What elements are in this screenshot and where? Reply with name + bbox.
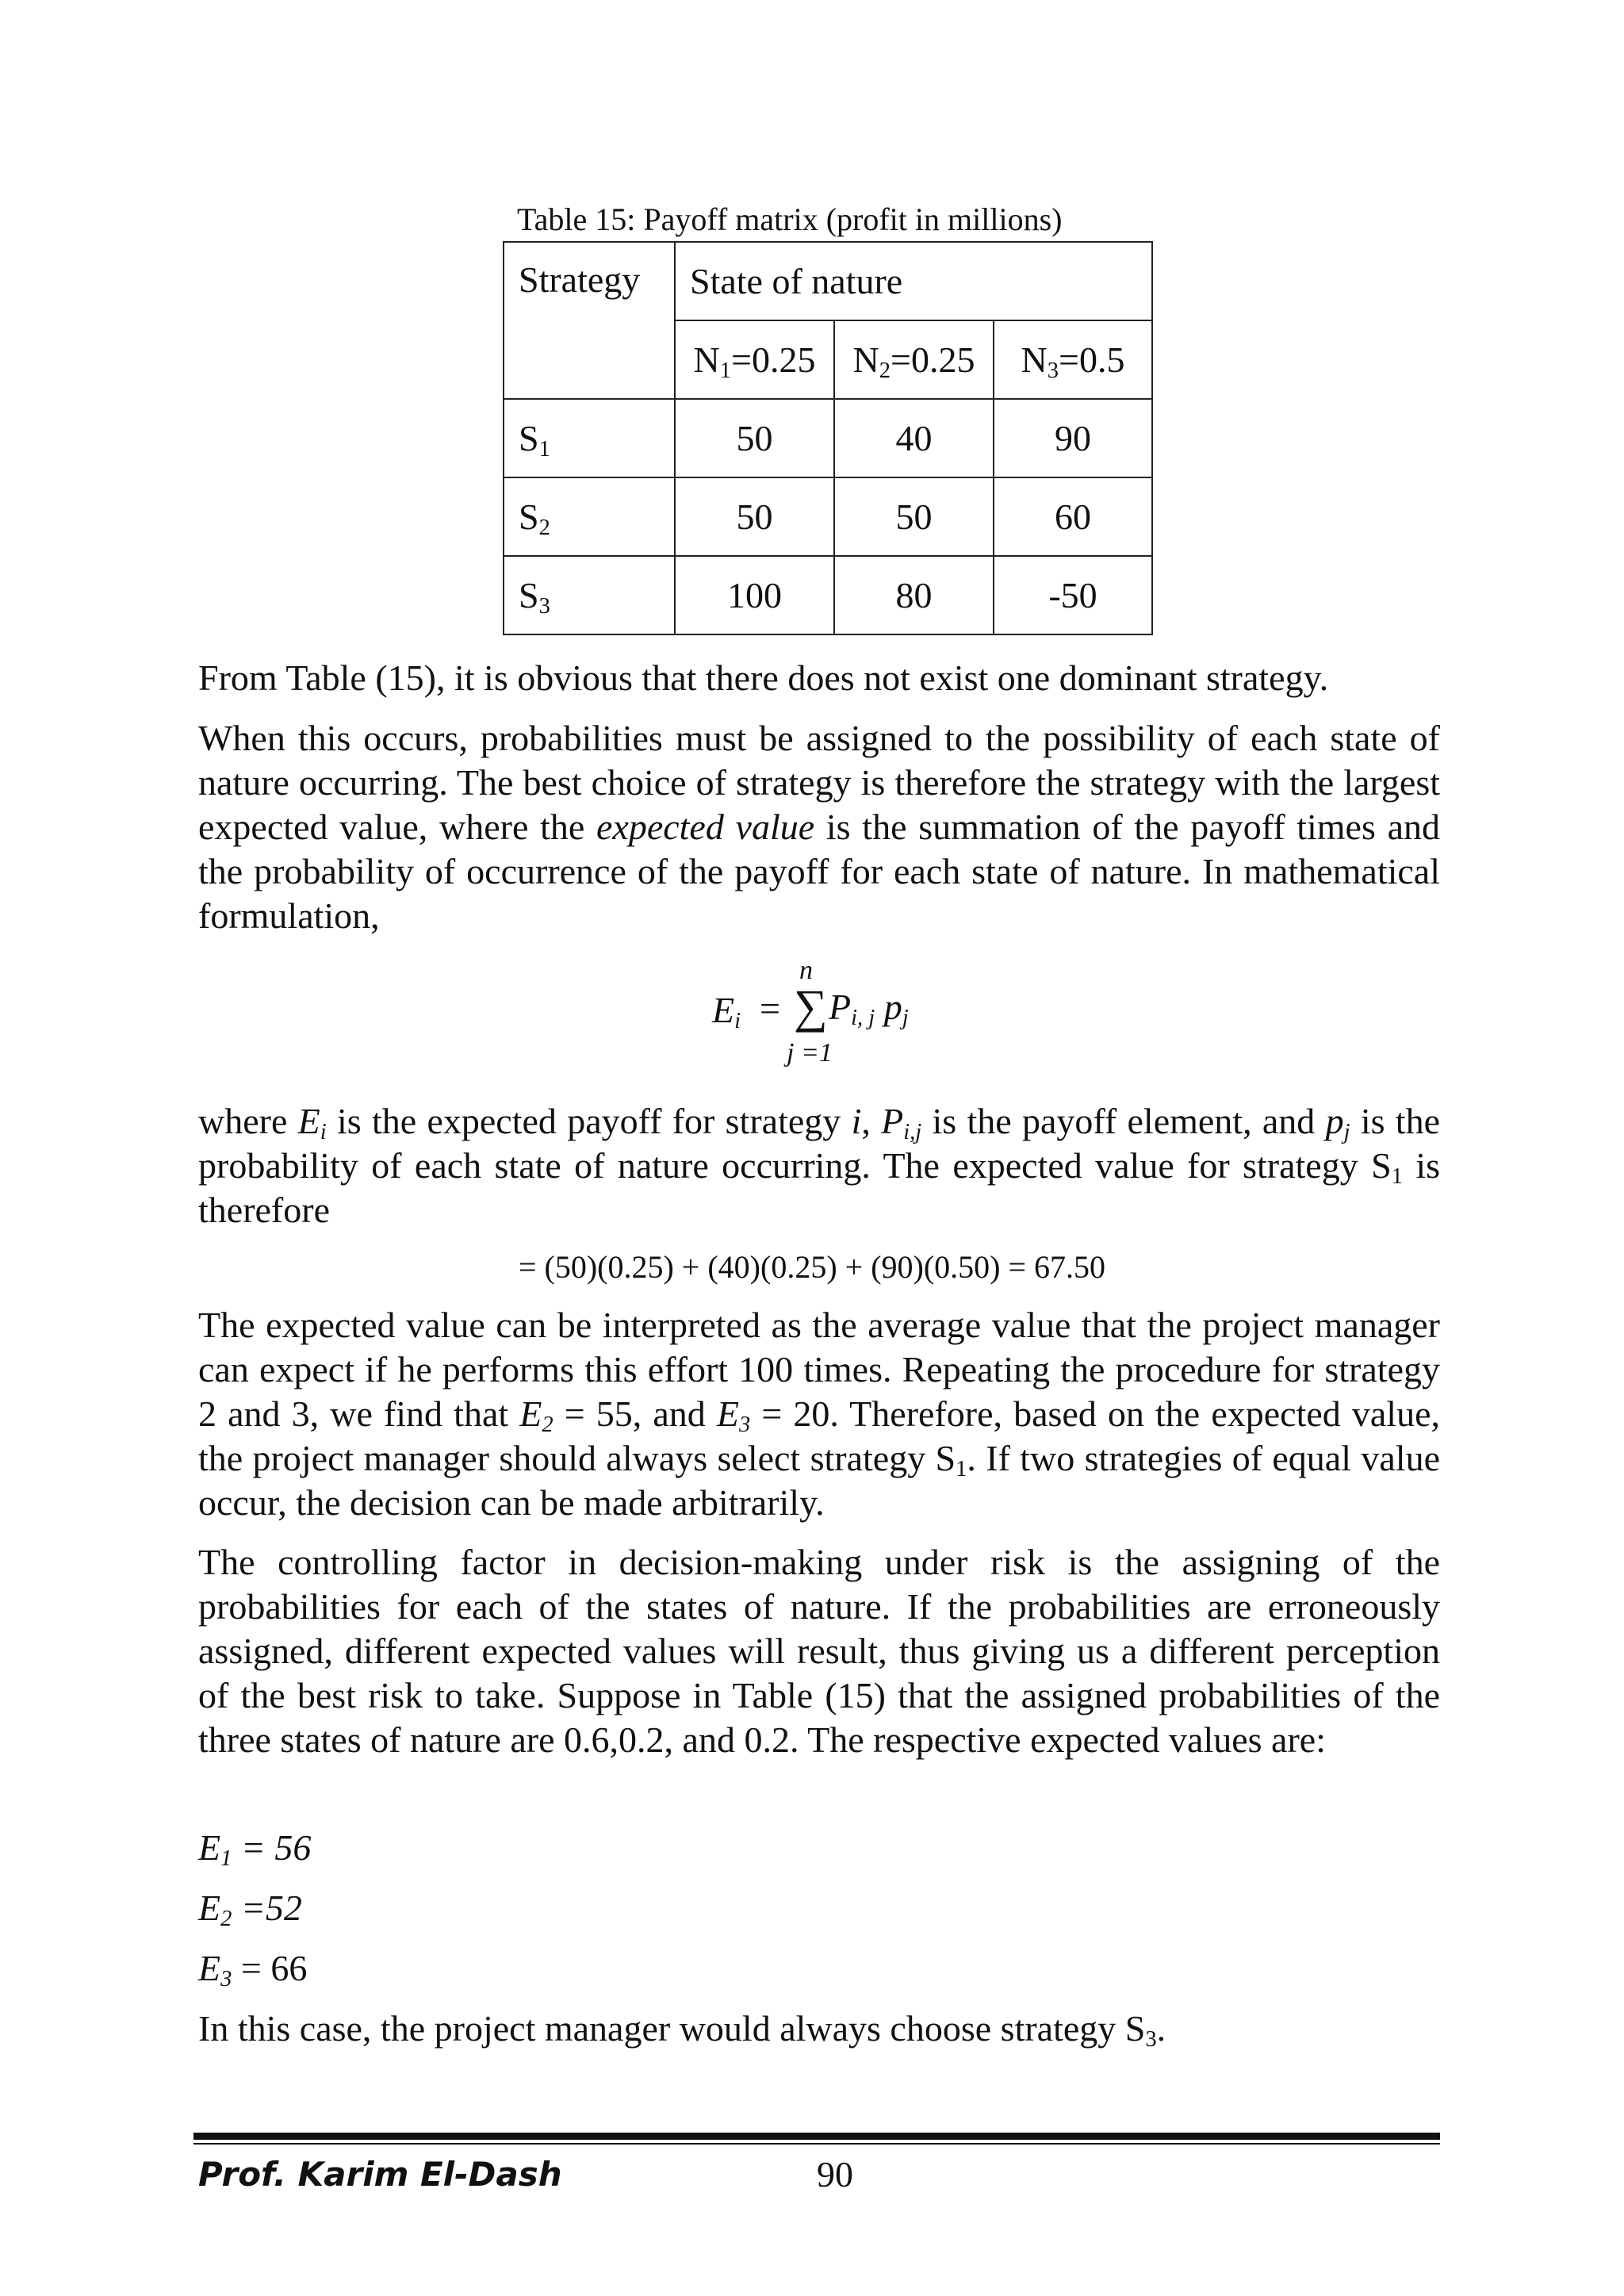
footer-rule-thin xyxy=(193,2143,1440,2145)
expected-value-e3: $E_3 = 66$ xyxy=(198,1948,308,1992)
cell: 40 xyxy=(834,399,994,477)
cell: 50 xyxy=(675,477,834,556)
sum-lower-limit: j =1 xyxy=(787,1038,833,1068)
cell: 90 xyxy=(994,399,1152,477)
state-n3: $N_3=0.5$ xyxy=(994,320,1152,399)
formula-equals: = xyxy=(760,988,780,1029)
cell: -50 xyxy=(994,556,1152,634)
footer-rule xyxy=(193,2133,1440,2140)
cell: 80 xyxy=(834,556,994,634)
expected-value-formula xyxy=(698,956,959,1075)
state-n1: $N_1=0.25$ xyxy=(675,320,834,399)
paragraph-interpretation: The expected value can be interpreted as the average value that the project manager can expect if he performs this effort 100 times. Repeating the procedure for strategy 2 and 3, we find that $E_2 = 55$, and $E_3 = 20$. Therefore, based on the expected value, the project manager should always select strategy $S_1$. If two strategies of equal value occur, the decision can be made arbitrarily. xyxy=(198,1305,1440,1523)
table-row xyxy=(504,477,1152,556)
expected-value-e1: $E_1 = 56$ xyxy=(198,1827,312,1872)
expected-value-e2: $E_2 =52$ xyxy=(198,1888,302,1932)
cell: 50 xyxy=(675,399,834,477)
state-n2: $N_2=0.25$ xyxy=(834,320,994,399)
paragraph-controlling-factor: The controlling factor in decision-making under risk is the assigning of the probabilities for each of the states of nature. If the probabilities are erroneously assigned, different expected values will result, thus giving us a different perception of the best risk to take. Suppose in Table (15) that the assigned probabilities of the three states of nature are 0.6,0.2, and 0.2. The respective expected values are: xyxy=(198,1542,1440,1760)
table-row xyxy=(504,399,1152,477)
paragraph-definitions: where $E_i$ is the expected payoff for strategy i, $P_{i,j}$ is the payoff element, and $p_j$ is the probability of each state of nature occurring. The expected value for strategy $S_1$ is therefore xyxy=(198,1101,1440,1230)
footer-author: Prof. Karim El-Dash xyxy=(198,2155,562,2194)
header-strategy: Strategy xyxy=(504,242,675,399)
payoff-table xyxy=(503,241,1153,635)
cell: 50 xyxy=(834,477,994,556)
table-row xyxy=(504,556,1152,634)
table-header-row xyxy=(504,242,1152,320)
strategy-s1: $S_1$ xyxy=(504,399,675,477)
header-state-of-nature: State of nature xyxy=(675,242,1152,320)
cell: 100 xyxy=(675,556,834,634)
paragraph-probabilities: When this occurs, probabilities must be assigned to the possibility of each state of nature occurring. The best choice of strategy is therefore the strategy with the largest expected value, where the expected value is the summation of the payoff times and the probability of occurrence of the payoff for each state of nature. In mathematical formulation, xyxy=(198,718,1441,936)
formula-lhs: $E_i$ xyxy=(712,990,741,1034)
formula-term: $P_{i, j}$ $p_j$ xyxy=(829,987,909,1031)
cell: 60 xyxy=(994,477,1152,556)
sum-upper-limit: n xyxy=(799,956,813,985)
strategy-s2: $S_2$ xyxy=(504,477,675,556)
strategy-s3: $S_3$ xyxy=(504,556,675,634)
paragraph-dominant: From Table (15), it is obvious that there does not exist one dominant strategy. xyxy=(198,657,1329,698)
expected-value-calculation: = (50)(0.25) + (40)(0.25) + (90)(0.50) = 67.50 xyxy=(518,1249,1106,1285)
sigma-symbol: ∑ xyxy=(794,980,828,1033)
page-number: 90 xyxy=(817,2154,853,2194)
paragraph-conclusion: In this case, the project manager would always choose strategy $S_3$. xyxy=(198,2008,1166,2053)
table-caption: Table 15: Payoff matrix (profit in millions) xyxy=(517,201,1063,237)
